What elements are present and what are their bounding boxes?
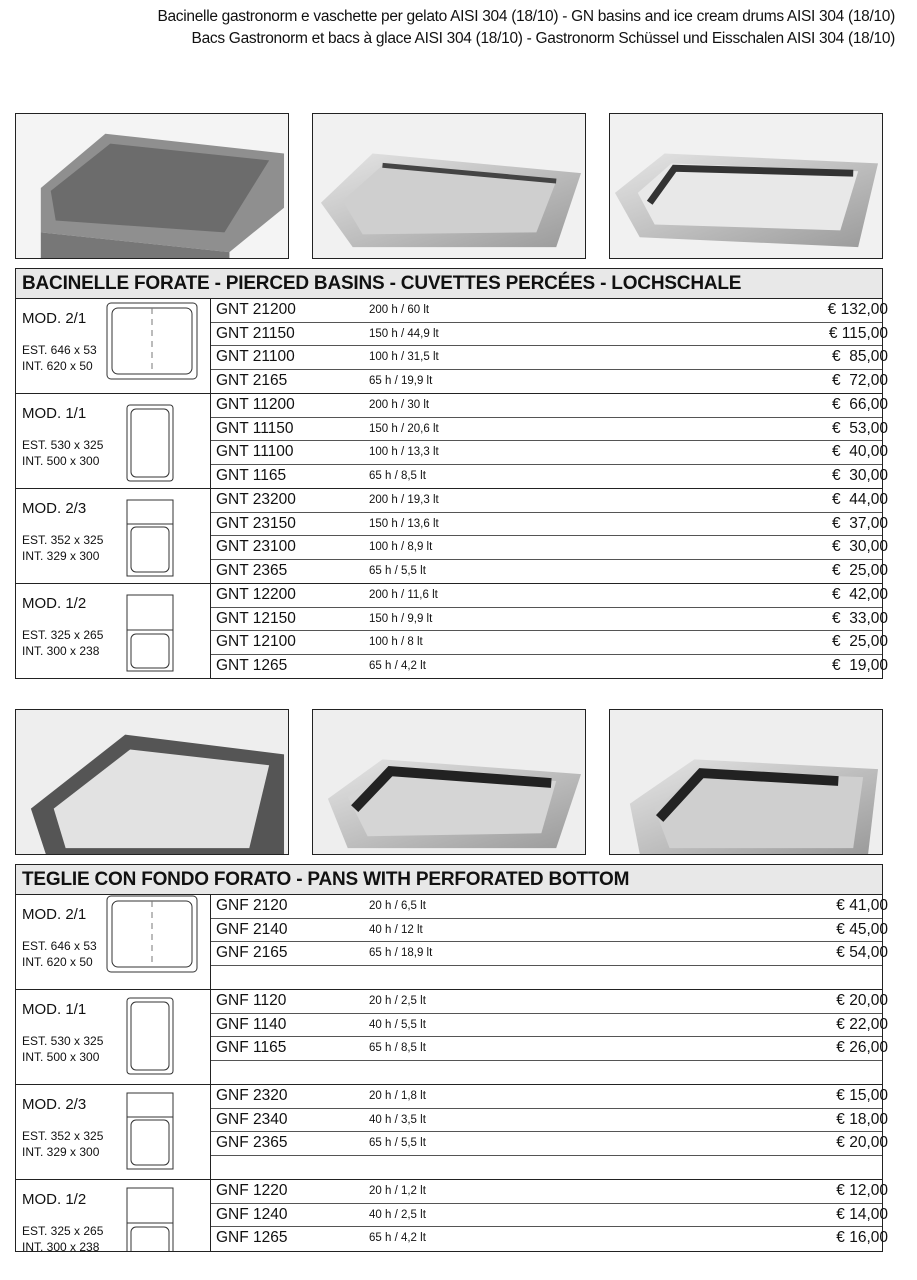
product-row — [211, 990, 888, 1014]
product-code: GNT 23150 — [216, 514, 296, 532]
perforated-pan-photo-c — [609, 709, 883, 855]
internal-dimensions: INT. 620 x 50 — [22, 955, 93, 969]
product-code: GNT 21200 — [216, 301, 296, 318]
product-row — [211, 1014, 888, 1038]
product-rows — [211, 394, 888, 488]
perforated-pan-photo-b — [312, 709, 586, 855]
product-price: € 25,00 — [831, 633, 888, 650]
module-outline-sketch — [106, 895, 198, 978]
external-dimensions: EST. 352 x 325 — [22, 1129, 104, 1143]
product-price: € 85,00 — [831, 348, 888, 365]
section-title: BACINELLE FORATE - PIERCED BASINS - CUVETTES PERCÉES - LOCHSCHALE — [16, 269, 882, 299]
module-dimensions — [22, 532, 103, 564]
product-price: € 20,00 — [836, 1134, 888, 1151]
product-capacity: 65 h / 18,9 lt — [369, 947, 433, 959]
module-group — [16, 299, 888, 394]
module-info — [16, 1180, 211, 1251]
internal-dimensions: INT. 300 x 238 — [22, 1240, 100, 1251]
product-rows — [211, 489, 888, 583]
module-info — [16, 394, 211, 488]
product-code: GNF 1140 — [216, 1015, 287, 1033]
product-price: € 72,00 — [831, 371, 888, 389]
module-info — [16, 299, 211, 393]
product-capacity: 40 h / 5,5 lt — [369, 1018, 426, 1031]
module-info — [16, 895, 211, 989]
module-info — [16, 990, 211, 1084]
product-capacity: 65 h / 5,5 lt — [369, 564, 426, 577]
product-price: € 40,00 — [831, 443, 888, 460]
product-code: GNT 21150 — [216, 324, 295, 342]
product-row — [211, 1156, 882, 1180]
product-capacity: 150 h / 44,9 lt — [369, 327, 439, 340]
product-capacity: 200 h / 60 lt — [369, 304, 430, 316]
product-rows — [211, 584, 888, 678]
product-row — [211, 560, 888, 584]
product-row — [211, 1227, 888, 1251]
internal-dimensions: INT. 500 x 300 — [22, 1050, 100, 1064]
product-row — [211, 370, 888, 394]
module-dimensions — [22, 938, 97, 970]
product-row — [211, 1132, 888, 1156]
module-dimensions — [22, 1033, 103, 1065]
product-price: € 37,00 — [831, 514, 888, 532]
product-price: € 54,00 — [836, 944, 888, 961]
product-row — [211, 608, 888, 632]
internal-dimensions: INT. 329 x 300 — [22, 549, 100, 563]
product-code: GNT 12150 — [216, 609, 296, 627]
external-dimensions: EST. 646 x 53 — [22, 939, 97, 953]
module-info — [16, 584, 211, 678]
product-code: GNT 11150 — [216, 419, 294, 437]
product-row — [211, 1180, 888, 1204]
product-row — [211, 1109, 888, 1133]
product-code: GNF 1220 — [216, 1182, 288, 1199]
product-price: € 30,00 — [831, 466, 888, 484]
internal-dimensions: INT. 500 x 300 — [22, 454, 100, 468]
product-row — [211, 465, 888, 489]
product-code: GNF 1120 — [216, 992, 287, 1009]
product-price: € 26,00 — [836, 1039, 888, 1056]
product-code: GNT 11200 — [216, 396, 295, 413]
module-label: MOD. 2/3 — [22, 1096, 87, 1113]
product-row — [211, 1085, 888, 1109]
product-row — [211, 418, 888, 442]
product-row — [211, 441, 888, 465]
product-capacity: 65 h / 4,2 lt — [369, 1232, 426, 1244]
product-code: GNT 21100 — [216, 348, 295, 365]
product-code: GNF 2320 — [216, 1087, 288, 1104]
product-capacity: 20 h / 2,5 lt — [369, 995, 426, 1007]
product-capacity: 100 h / 31,5 lt — [369, 351, 439, 363]
module-outline-sketch — [126, 594, 174, 677]
product-row — [211, 919, 888, 943]
product-code: GNF 2120 — [216, 897, 288, 914]
product-capacity: 20 h / 1,8 lt — [369, 1090, 426, 1102]
module-dimensions — [22, 437, 103, 469]
header-line-1: Bacinelle gastronorm e vaschette per gelato AISI 304 (18/10) - GN basins and ice cream drums AISI 304 (18/10) — [157, 8, 895, 25]
pierced-basin-deep-photo — [15, 113, 289, 259]
module-label: MOD. 1/1 — [22, 405, 87, 422]
product-price: € 53,00 — [831, 419, 888, 437]
module-group — [16, 895, 888, 990]
module-group — [16, 1085, 888, 1180]
module-outline-sketch — [106, 302, 198, 385]
product-capacity: 65 h / 19,9 lt — [369, 374, 433, 387]
external-dimensions: EST. 530 x 325 — [22, 438, 104, 452]
module-label: MOD. 2/1 — [22, 310, 87, 327]
product-capacity: 40 h / 12 lt — [369, 923, 423, 936]
module-dimensions — [22, 627, 103, 659]
module-group — [16, 394, 888, 489]
product-capacity: 65 h / 8,5 lt — [369, 1042, 426, 1054]
product-price: € 12,00 — [836, 1182, 888, 1199]
product-row — [211, 299, 888, 323]
module-label: MOD. 1/2 — [22, 595, 87, 612]
product-code: GNT 23100 — [216, 538, 296, 555]
product-price: € 15,00 — [836, 1087, 888, 1104]
product-capacity: 40 h / 3,5 lt — [369, 1113, 426, 1126]
product-row — [211, 1037, 888, 1061]
product-rows — [211, 1180, 888, 1251]
module-outline-sketch — [126, 1187, 174, 1251]
product-price: € 14,00 — [836, 1205, 888, 1223]
product-rows — [211, 990, 888, 1084]
product-code: GNF 2365 — [216, 1134, 288, 1151]
module-info — [16, 489, 211, 583]
page-header — [157, 6, 895, 50]
product-row — [211, 584, 888, 608]
internal-dimensions: INT. 620 x 50 — [22, 359, 93, 373]
product-price: € 42,00 — [831, 586, 888, 603]
internal-dimensions: INT. 329 x 300 — [22, 1145, 100, 1159]
product-price: € 115,00 — [828, 324, 888, 342]
product-row — [211, 346, 888, 370]
module-outline-sketch — [126, 404, 174, 487]
product-code: GNT 2365 — [216, 561, 288, 579]
external-dimensions: EST. 646 x 53 — [22, 343, 97, 357]
product-capacity: 150 h / 20,6 lt — [369, 422, 439, 435]
product-code: GNT 11100 — [216, 443, 294, 460]
product-price: € 30,00 — [831, 538, 888, 555]
product-price: € 25,00 — [831, 561, 888, 579]
product-price: € 33,00 — [831, 609, 888, 627]
product-row — [211, 942, 888, 966]
product-price: € 41,00 — [836, 897, 888, 914]
product-capacity: 20 h / 1,2 lt — [369, 1185, 426, 1197]
product-row — [211, 394, 888, 418]
product-photos-pierced — [15, 113, 883, 259]
product-code: GNF 2165 — [216, 944, 288, 961]
product-code: GNT 2165 — [216, 371, 288, 389]
product-photos-perforated — [15, 709, 883, 855]
product-code: GNF 2140 — [216, 920, 288, 938]
product-row — [211, 536, 888, 560]
product-row — [211, 631, 888, 655]
product-price: € 16,00 — [836, 1229, 888, 1246]
external-dimensions: EST. 325 x 265 — [22, 1224, 104, 1238]
product-capacity: 200 h / 19,3 lt — [369, 494, 439, 506]
product-capacity: 100 h / 8,9 lt — [369, 541, 433, 553]
product-row — [211, 1061, 882, 1085]
pierced-basin-medium-photo — [312, 113, 586, 259]
perforated-pans-table — [15, 864, 888, 1252]
product-price: € 20,00 — [836, 992, 888, 1009]
product-code: GNF 1165 — [216, 1039, 287, 1056]
product-capacity: 100 h / 8 lt — [369, 636, 423, 648]
product-row — [211, 966, 882, 990]
product-capacity: 65 h / 8,5 lt — [369, 469, 426, 482]
module-label: MOD. 2/3 — [22, 500, 87, 517]
product-code: GNT 1265 — [216, 656, 288, 674]
product-rows — [211, 895, 888, 989]
product-row — [211, 1204, 888, 1228]
module-dimensions — [22, 1128, 103, 1160]
product-capacity: 100 h / 13,3 lt — [369, 446, 439, 458]
module-outline-sketch — [126, 499, 174, 582]
product-code: GNF 1265 — [216, 1229, 288, 1246]
product-capacity: 65 h / 5,5 lt — [369, 1137, 426, 1149]
product-capacity: 20 h / 6,5 lt — [369, 900, 426, 912]
product-rows — [211, 1085, 888, 1179]
pierced-basins-table — [15, 268, 888, 679]
product-row — [211, 895, 888, 919]
module-group — [16, 584, 888, 678]
product-capacity: 200 h / 11,6 lt — [369, 589, 438, 601]
product-row — [211, 489, 888, 513]
product-rows — [211, 299, 888, 393]
product-code: GNT 23200 — [216, 491, 296, 508]
product-row — [211, 323, 888, 347]
product-price: € 18,00 — [836, 1110, 888, 1128]
header-line-2: Bacs Gastronorm et bacs à glace AISI 304 (18/10) - Gastronorm Schüssel und Eisschalen AISI 304 (18/10) — [191, 30, 895, 47]
external-dimensions: EST. 325 x 265 — [22, 628, 104, 642]
product-code: GNF 1240 — [216, 1205, 288, 1223]
product-capacity: 150 h / 9,9 lt — [369, 612, 433, 625]
product-price: € 44,00 — [831, 491, 888, 508]
module-info — [16, 1085, 211, 1179]
product-price: € 22,00 — [836, 1015, 888, 1033]
product-capacity: 150 h / 13,6 lt — [369, 517, 439, 530]
product-capacity: 200 h / 30 lt — [369, 399, 430, 411]
pierced-basin-shallow-photo — [609, 113, 883, 259]
product-code: GNT 12200 — [216, 586, 296, 603]
module-label: MOD. 1/1 — [22, 1001, 87, 1018]
module-outline-sketch — [126, 997, 174, 1080]
product-code: GNF 2340 — [216, 1110, 288, 1128]
external-dimensions: EST. 530 x 325 — [22, 1034, 104, 1048]
product-price: € 19,00 — [831, 656, 888, 674]
product-row — [211, 513, 888, 537]
module-outline-sketch — [126, 1092, 174, 1175]
module-group — [16, 1180, 888, 1251]
product-price: € 45,00 — [836, 920, 888, 938]
product-row — [211, 655, 888, 679]
product-capacity: 65 h / 4,2 lt — [369, 659, 426, 672]
product-price: € 66,00 — [831, 396, 888, 413]
internal-dimensions: INT. 300 x 238 — [22, 644, 100, 658]
perforated-pan-photo-a — [15, 709, 289, 855]
product-code: GNT 12100 — [216, 633, 296, 650]
module-label: MOD. 1/2 — [22, 1191, 87, 1208]
module-label: MOD. 2/1 — [22, 906, 87, 923]
product-code: GNT 1165 — [216, 466, 287, 484]
module-dimensions — [22, 1223, 103, 1251]
module-group — [16, 990, 888, 1085]
module-group — [16, 489, 888, 584]
product-price: € 132,00 — [827, 301, 888, 318]
module-dimensions — [22, 342, 97, 374]
section-title: TEGLIE CON FONDO FORATO - PANS WITH PERFORATED BOTTOM — [16, 865, 882, 895]
external-dimensions: EST. 352 x 325 — [22, 533, 104, 547]
product-capacity: 40 h / 2,5 lt — [369, 1208, 426, 1221]
